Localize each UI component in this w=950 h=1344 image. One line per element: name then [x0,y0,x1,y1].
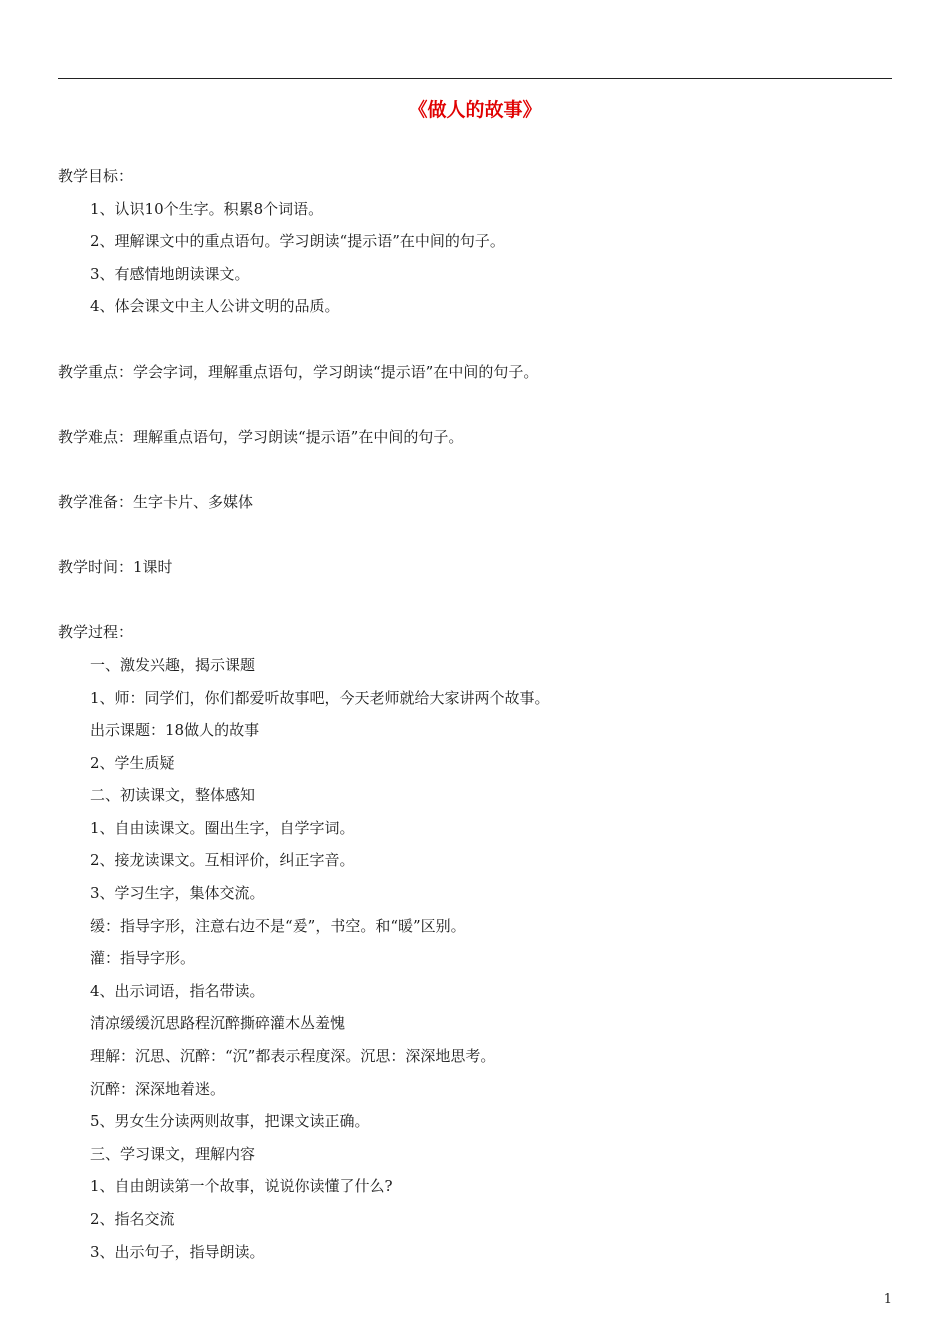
page-number: 1 [883,1292,892,1307]
text-line: 三、学习课文，理解内容 [90,1144,256,1163]
text-line: 出示课题：18做人的故事 [90,721,260,740]
text-line: 4、体会课文中主人公讲文明的品质。 [90,297,340,316]
text-line: 缓：指导字形，注意右边不是“爰”，书空。和“暖”区别。 [90,916,466,935]
text-line: 教学目标： [58,167,134,185]
text-line: 3、出示句子，指导朗读。 [90,1242,265,1261]
blank-line [58,584,892,617]
text-line: 2、学生质疑 [90,753,175,772]
text-line: 灌：指导字形。 [90,949,196,968]
text-line: 沉醉：深深地着迷。 [90,1079,226,1098]
text-line: 5、男女生分读两则故事，把课文读正确。 [90,1112,370,1131]
text-line: 一、激发兴趣，揭示课题 [90,655,256,674]
blank-line [58,519,892,552]
text-line: 教学时间：1课时 [58,558,173,577]
blank-line [58,453,892,486]
text-line: 3、学习生字，集体交流。 [90,884,265,903]
text-line: 理解：沉思、沉醉：“沉”都表示程度深。沉思：深深地思考。 [90,1047,496,1066]
text-line: 1、认识10个生字。积累8个词语。 [90,199,324,218]
blank-line [58,323,892,356]
text-line: 1、师：同学们，你们都爱听故事吧，今天老师就给大家讲两个故事。 [90,688,550,707]
text-line: 清凉缓缓沉思路程沉醉撕碎灌木丛羞愧 [90,1014,346,1033]
text-line: 教学难点：理解重点语句，学习朗读“提示语”在中间的句子。 [58,427,464,446]
text-line: 1、自由朗读第一个故事，说说你读懂了什么? [90,1177,393,1196]
text-line: 3、有感情地朗读课文。 [90,264,250,283]
text-line: 4、出示词语，指名带读。 [90,981,265,1000]
text-line: 教学重点：学会字词，理解重点语句，学习朗读“提示语”在中间的句子。 [58,362,539,381]
text-line: 2、理解课文中的重点语句。学习朗读“提示语”在中间的句子。 [90,232,505,251]
document-body [58,160,892,1268]
text-line: 教学准备：生字卡片、多媒体 [58,492,254,511]
text-line: 2、指名交流 [90,1210,175,1228]
header-rule [58,78,892,79]
blank-line [58,388,892,421]
text-line: 2、接龙读课文。互相评价，纠正字音。 [90,851,355,870]
text-line: 二、初读课文，整体感知 [90,786,256,805]
text-line: 1、自由读课文。圈出生字，自学字词。 [90,818,355,837]
document-title: 《做人的故事》 [408,99,542,121]
text-line: 教学过程： [58,623,134,642]
